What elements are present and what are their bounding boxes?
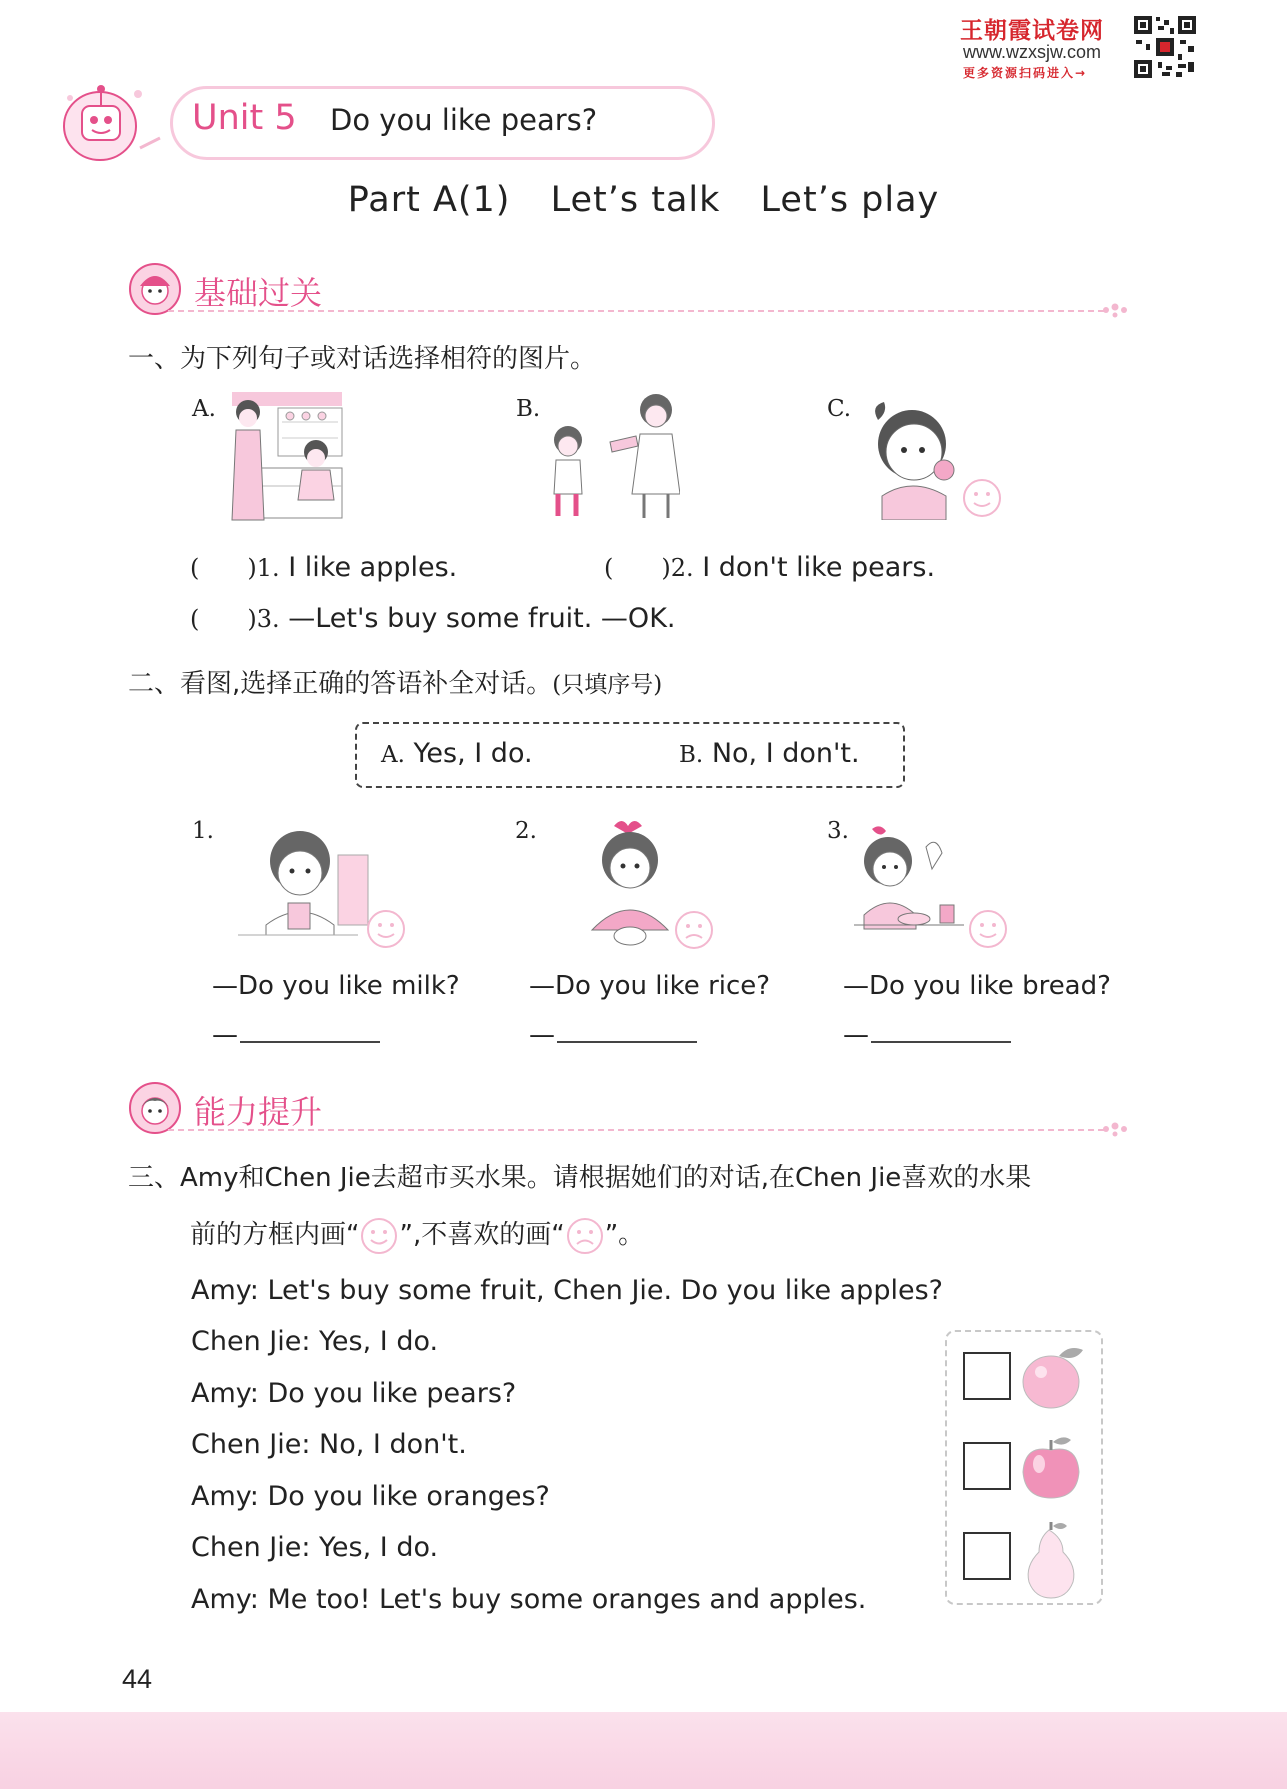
fruit-answer-panel <box>945 1330 1103 1605</box>
q2-item-1-number: 1. <box>192 818 214 844</box>
lets-play-label: Let’s play <box>760 180 940 220</box>
page-number: 44 <box>122 1664 153 1694</box>
q2-answer-2: — <box>529 1020 697 1050</box>
q2-stem: 二、看图,选择正确的答语补全对话。(只填序号) <box>128 669 663 699</box>
dialogue-line: Chen Jie: No, I don't. <box>191 1429 467 1460</box>
choice-a: A. Yes, I do. <box>381 738 533 769</box>
fruit-shop-picture <box>222 388 347 526</box>
q2-question-1: —Do you like milk? <box>212 971 460 1001</box>
dialogue-line: Chen Jie: Yes, I do. <box>191 1532 439 1563</box>
orange-icon <box>1019 1342 1091 1412</box>
q2-choice-box <box>355 722 905 788</box>
dialogue-line: Amy: Do you like oranges? <box>191 1481 550 1512</box>
q2-item-2-number: 2. <box>515 818 537 844</box>
boy-badge-icon <box>128 1081 182 1135</box>
boy-girl-picture <box>540 388 680 526</box>
q3-stem-line2: 前的方框内画“ ”,不喜欢的画“ ”。 <box>190 1214 644 1256</box>
brand-name: 王朝霞试卷网 <box>960 17 1104 44</box>
pear-icon <box>1019 1520 1091 1600</box>
robot-mascot-icon <box>60 78 190 168</box>
unit-banner <box>60 78 660 168</box>
lets-talk-label: Let’s talk <box>550 180 721 220</box>
q2-question-2: —Do you like rice? <box>529 971 771 1001</box>
girl-with-rice-picture <box>578 818 718 956</box>
q3-stem-line1: 三、Amy和Chen Jie去超市买水果。请根据她们的对话,在Chen Jie喜欢的水果 <box>128 1163 1032 1193</box>
option-b-label: B. <box>516 396 541 422</box>
dialogue-line: Chen Jie: Yes, I do. <box>191 1326 439 1357</box>
q2-answer-3: — <box>843 1020 1011 1050</box>
girl-badge-icon <box>128 262 182 316</box>
dots-decoration-icon <box>1102 302 1128 318</box>
q1-stem: 一、为下列句子或对话选择相符的图片。 <box>128 344 597 374</box>
unit-title: Do you like pears? <box>330 103 598 137</box>
part-title <box>0 180 1287 220</box>
answer-blank[interactable] <box>557 1021 697 1043</box>
girl-eating-apple-picture <box>862 400 1004 520</box>
section-heading-basic <box>128 262 1128 324</box>
q2-answer-1: — <box>212 1020 380 1050</box>
section-title: 能力提升 <box>194 1093 323 1131</box>
brand-tip: 更多资源扫码进入→ <box>963 66 1088 80</box>
footer-band <box>0 1712 1287 1789</box>
orange-checkbox[interactable] <box>963 1352 1011 1400</box>
answer-paren[interactable]: ( ) <box>190 605 257 633</box>
qr-code-icon[interactable] <box>1132 14 1198 80</box>
q1-item-3: ( )3. —Let's buy some fruit. —OK. <box>190 603 676 634</box>
section-heading-advanced <box>128 1081 1128 1143</box>
apple-checkbox[interactable] <box>963 1442 1011 1490</box>
choice-b: B. No, I don't. <box>679 738 860 769</box>
option-c-label: C. <box>827 396 852 422</box>
apple-icon <box>1019 1432 1091 1502</box>
q2-question-3: —Do you like bread? <box>843 971 1111 1001</box>
q1-item-1: ( )1. I like apples. <box>190 552 458 583</box>
pear-checkbox[interactable] <box>963 1532 1011 1580</box>
option-a-label: A. <box>192 396 216 422</box>
dialogue-line: Amy: Do you like pears? <box>191 1378 517 1409</box>
answer-paren[interactable]: ( ) <box>604 554 671 582</box>
dots-decoration-icon <box>1102 1121 1128 1137</box>
answer-blank[interactable] <box>240 1021 380 1043</box>
q2-stem-note: (只填序号) <box>552 672 663 698</box>
boy-drinking-milk-picture <box>238 825 410 955</box>
brand-logo <box>960 12 1200 82</box>
part-label: Part A(1) <box>347 180 511 220</box>
frown-face-icon <box>565 1216 605 1256</box>
section-title: 基础过关 <box>194 274 323 312</box>
answer-blank[interactable] <box>871 1021 1011 1043</box>
smile-face-icon <box>359 1216 399 1256</box>
girl-eating-bread-picture <box>854 825 1010 955</box>
answer-paren[interactable]: ( ) <box>190 554 257 582</box>
brand-url[interactable]: www.wzxsjw.com <box>963 42 1102 62</box>
q2-item-3-number: 3. <box>827 818 849 844</box>
q1-item-2: ( )2. I don't like pears. <box>604 552 936 583</box>
dialogue-line: Amy: Me too! Let's buy some oranges and apples. <box>191 1584 867 1615</box>
unit-number: Unit 5 <box>192 98 297 138</box>
dialogue-line: Amy: Let's buy some fruit, Chen Jie. Do you like apples? <box>191 1275 943 1306</box>
